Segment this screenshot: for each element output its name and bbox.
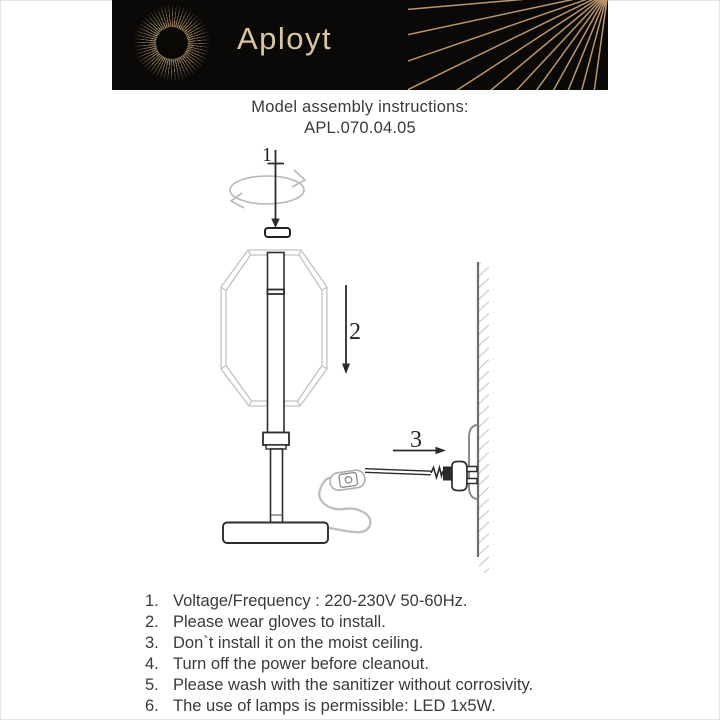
list-item [145,696,533,717]
instruction-list [145,591,533,716]
item-text: Voltage/Frequency : 220-230V 50-60Hz. [173,592,468,610]
step-3-label: 3 [410,427,422,453]
lamp-pole [263,253,289,523]
item-number: 2. [145,612,159,631]
list-item [145,675,533,696]
brand-name: Aployt [237,21,333,56]
list-item [145,654,533,675]
model-number: APL.070.04.05 [304,118,416,137]
finial-cap [265,228,290,237]
lamp-base [223,523,328,544]
wall-outlet [469,425,478,500]
step-1-label: 1 [262,144,272,166]
list-item [145,612,533,633]
item-text: Turn off the power before cleanout. [173,654,429,673]
item-number: 1. [145,592,159,610]
step-2-label: 2 [349,319,361,345]
wall [478,262,494,573]
item-number: 6. [145,696,159,715]
item-text: Please wash with the sanitizer without corrosivity. [173,675,534,694]
inline-switch [329,469,366,491]
item-text: The use of lamps is permissible: LED 1x5W. [173,696,496,715]
page-title: Model assembly instructions: [251,98,469,116]
item-number: 3. [145,633,159,652]
item-text: Don`t install it on the moist ceiling. [173,633,424,652]
item-text: Please wear gloves to install. [173,612,386,631]
power-plug-icon [443,462,477,491]
plug-cord [365,468,443,478]
item-number: 5. [145,675,159,694]
item-number: 4. [145,654,159,673]
rotation-ellipse-icon [230,170,305,208]
list-item [145,633,533,654]
list-item [145,591,533,612]
